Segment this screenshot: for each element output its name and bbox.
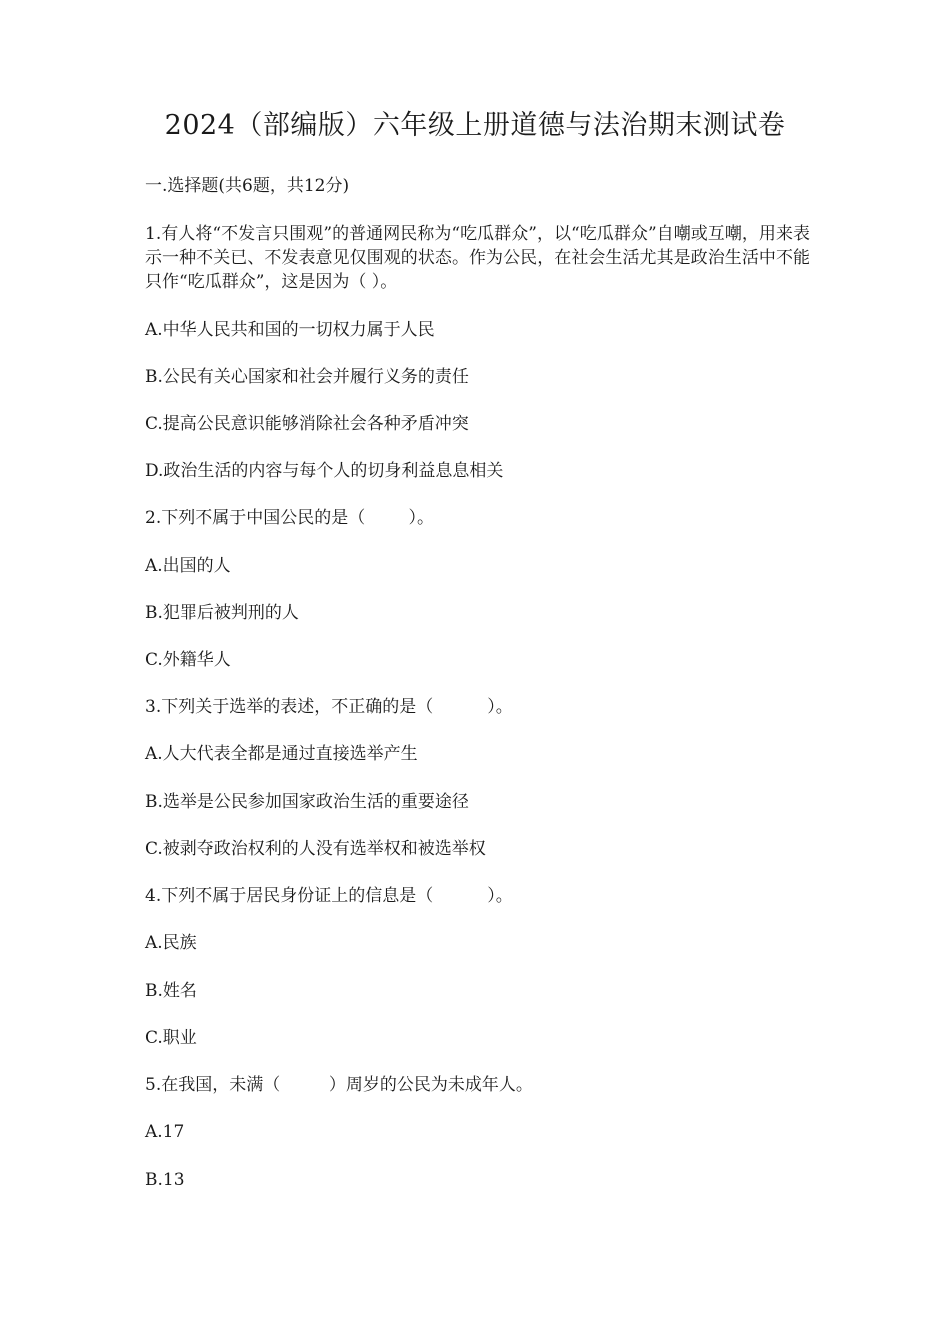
page-title: 2024（部编版）六年级上册道德与法治期末测试卷 [164, 110, 786, 141]
question-5-option-a: A.17 [145, 1122, 185, 1142]
question-1-option-a: A.中华人民共和国的一切权力属于人民 [145, 320, 435, 340]
question-3-option-a: A.人大代表全都是通过直接选举产生 [145, 744, 418, 764]
question-3-option-b: B.选举是公民参加国家政治生活的重要途径 [145, 792, 469, 812]
question-1-option-c: C.提高公民意识能够消除社会各种矛盾冲突 [145, 414, 469, 434]
question-5-stem: 5.在我国，未满（ ）周岁的公民为未成年人。 [145, 1075, 533, 1095]
question-1-stem: 1.有人将“不发言只围观”的普通网民称为“吃瓜群众”，以“吃瓜群众”自嘲或互嘲，用来表示一种不关已、不发表意见仅围观的状态。作为公民，在社会生活尤其是政治生活中不能只作“吃瓜群众”，这是因为（ ）。 [145, 224, 810, 292]
question-1-option-d: D.政治生活的内容与每个人的切身利益息息相关 [145, 461, 504, 481]
question-2-stem: 2.下列不属于中国公民的是（ ）。 [145, 508, 434, 528]
question-2-option-b: B.犯罪后被判刑的人 [145, 603, 299, 623]
question-2-option-c: C.外籍华人 [145, 650, 231, 670]
question-4-stem: 4.下列不属于居民身份证上的信息是（ ）。 [145, 886, 513, 906]
question-4-option-c: C.职业 [145, 1028, 197, 1048]
section-heading: 一.选择题(共6题，共12分) [145, 176, 350, 196]
question-4-option-a: A.民族 [145, 933, 197, 953]
question-3-stem: 3.下列关于选举的表述，不正确的是（ ）。 [145, 697, 513, 717]
question-3-option-c: C.被剥夺政治权利的人没有选举权和被选举权 [145, 839, 486, 859]
question-2-option-a: A.出国的人 [145, 556, 231, 576]
question-5-option-b: B.13 [145, 1170, 185, 1190]
question-4-option-b: B.姓名 [145, 981, 197, 1001]
question-1-option-b: B.公民有关心国家和社会并履行义务的责任 [145, 367, 469, 387]
